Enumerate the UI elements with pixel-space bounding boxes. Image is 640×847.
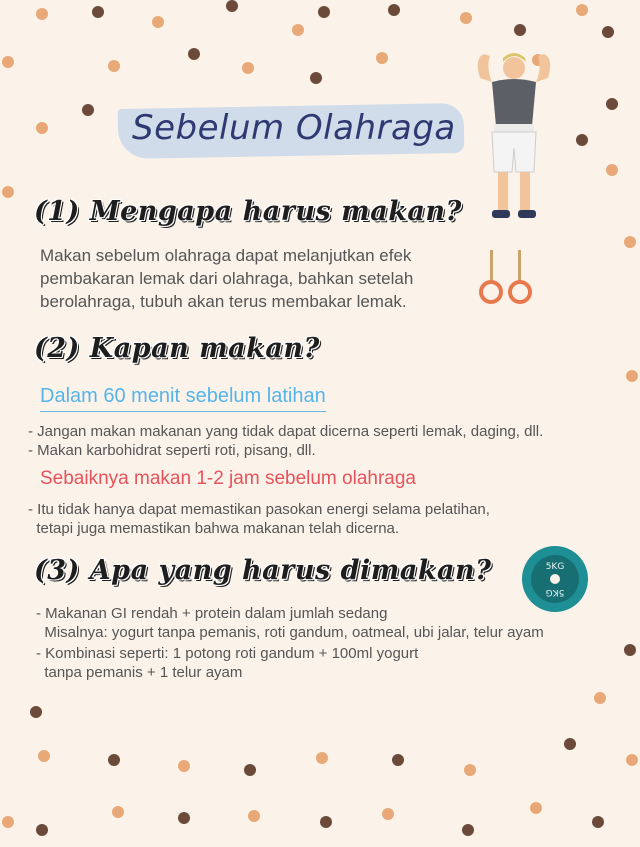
bullet-a1: - Jangan makan makanan yang tidak dapat dicerna seperti lemak, daging, dll. <box>28 423 544 440</box>
section3-heading: (3) Apa yang harus dimakan? <box>34 555 492 586</box>
plate-label: 5KG <box>545 562 565 572</box>
page-title: Sebelum Olahraga <box>132 108 456 148</box>
muscle-man-icon <box>470 48 560 224</box>
weight-plate-icon <box>520 544 590 614</box>
section3-line2: Misalnya: yogurt tanpa pemanis, roti gandum, oatmeal, ubi jalar, telur ayam <box>36 624 544 641</box>
plate-label-flipped: 5KG <box>545 587 565 597</box>
timing-highlight-red: Sebaiknya makan 1-2 jam sebelum olahraga <box>40 468 416 489</box>
timing-highlight-blue: Dalam 60 menit sebelum latihan <box>40 385 326 412</box>
section1-body: Makan sebelum olahraga dapat melanjutkan efek pembakaran lemak dari olahraga, bahkan setelah berolahraga, tubuh akan terus membakar lemak. <box>40 246 414 311</box>
bullet-a2: - Makan karbohidrat seperti roti, pisang, dll. <box>28 442 316 459</box>
section3-line3: - Kombinasi seperti: 1 potong roti gandum + 100ml yogurt <box>36 645 419 662</box>
gymnastic-rings-icon <box>478 248 536 308</box>
bullet-b1: - Itu tidak hanya dapat memastikan pasokan energi selama pelatihan, <box>28 501 490 518</box>
section3-line4: tanpa pemanis + 1 telur ayam <box>36 664 243 681</box>
bullet-b2: tetapi juga memastikan bahwa makanan telah dicerna. <box>28 520 400 537</box>
section1-heading: (1) Mengapa harus makan? <box>34 196 462 227</box>
section2-heading: (2) Kapan makan? <box>34 333 320 364</box>
section3-line1: - Makanan GI rendah + protein dalam jumlah sedang <box>36 605 388 622</box>
